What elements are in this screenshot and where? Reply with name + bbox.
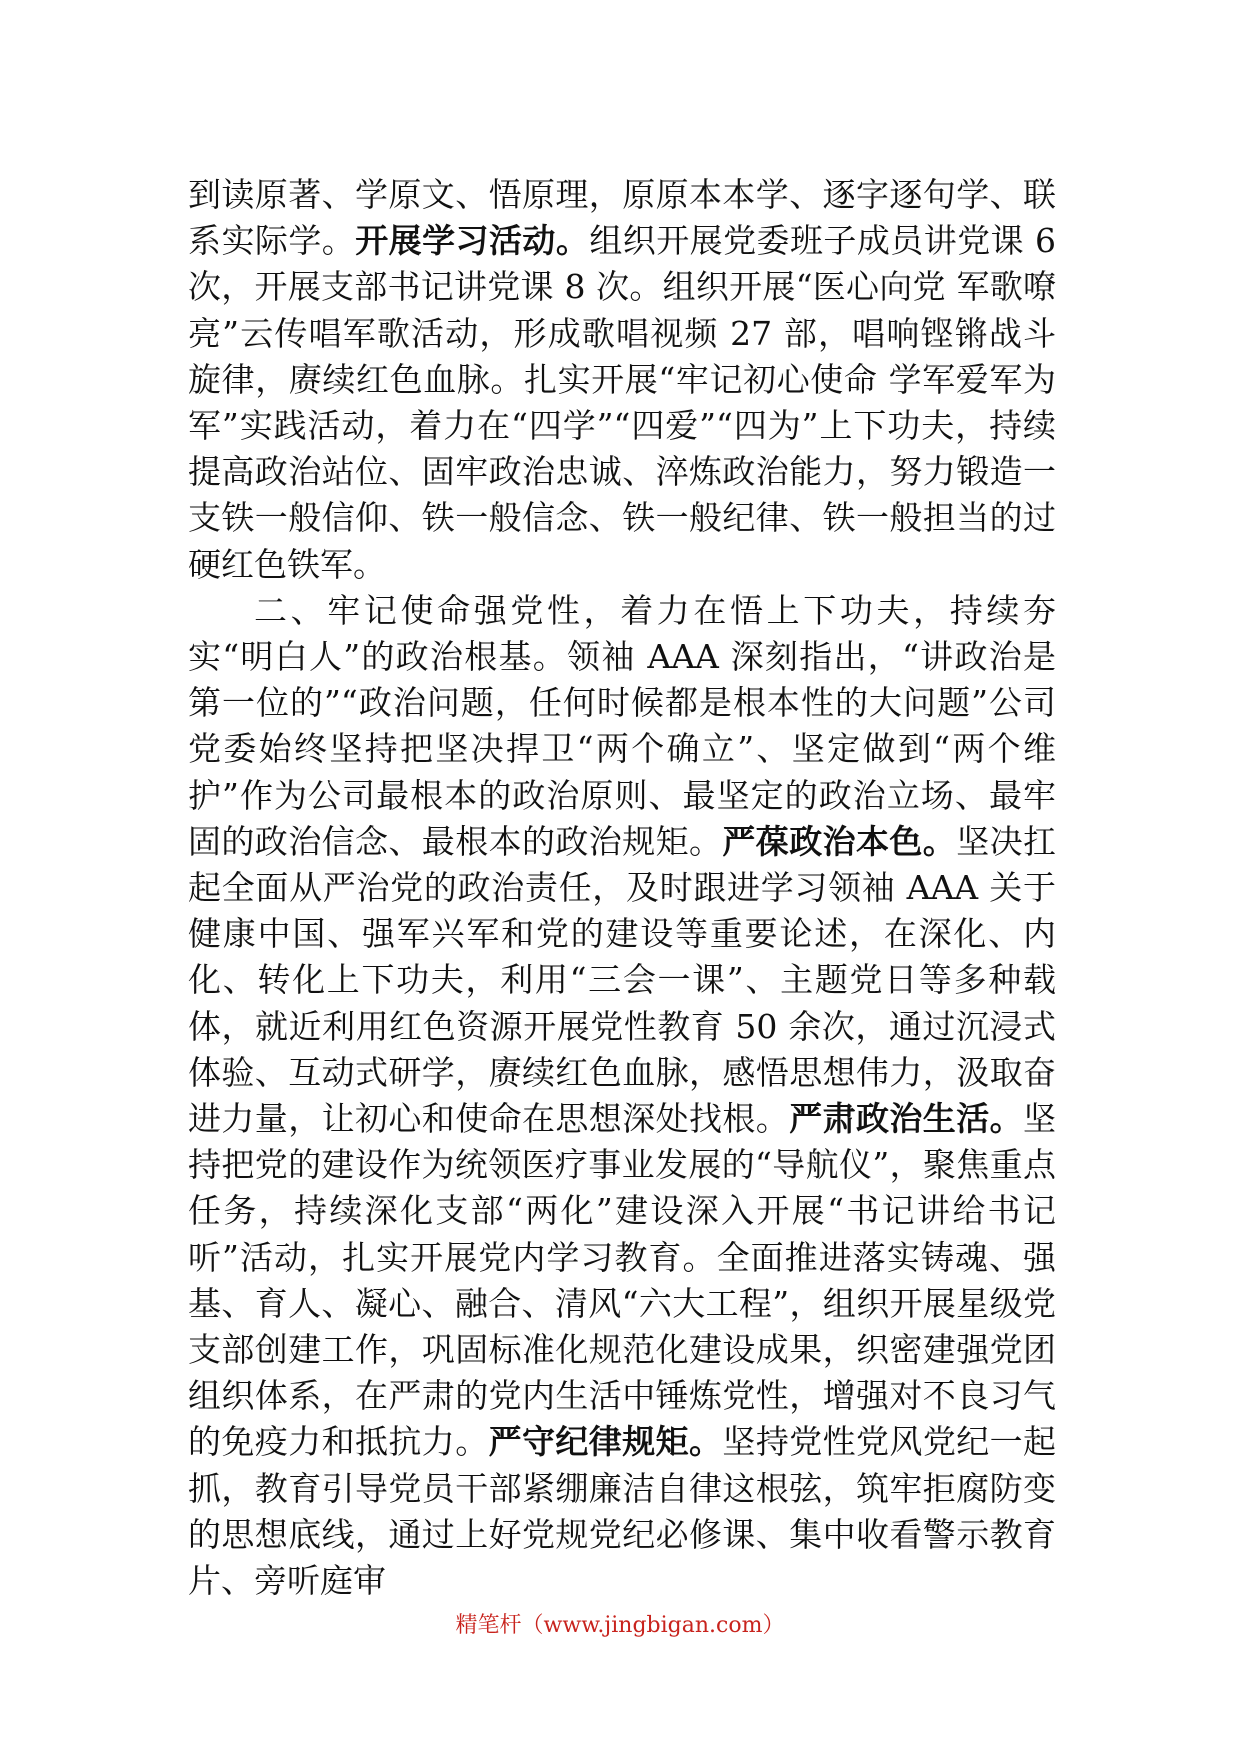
paragraph-1-text-1: 到读原著、学原文、悟原理，原原本本学、逐字逐句学、联系实际学。 bbox=[188, 175, 1056, 261]
paragraph-2-text-1: 二、牢记使命强党性，着力在悟上下功夫，持续夯实“明白人”的政治根基。领袖 AAA 深刻指出，“讲政治是第一位的”“政治问题，任何时候都是根本性的大问题”公司党委始终坚持把坚决捍卫“两个确立”、坚定做到“两个维护”作为公司最根本的政治原则、最坚定的政治立场、最牢固的政治信念、最根本的政治规矩。 bbox=[188, 590, 1056, 861]
paragraph-2-text-4: 坚持党性党风党纪一起抓，教育引导党员干部紧绷廉洁自律这根弦，筑牢拒腐防变的思想底线，通过上好党规党纪必修课、集中收看警示教育片、旁听庭审 bbox=[188, 1422, 1057, 1601]
paragraph-2-text-2: 坚决扛起全面从严治党的政治责任，及时跟进学习领袖 AAA 关于健康中国、强军兴军和党的建设等重要论述，在深化、内化、转化上下功夫，利用“三会一课”、主题党日等多种载体，就近利用红色资源开展党性教育 50 余次，通过沉浸式体验、互动式研学，赓续红色血脉，感悟思想伟力，汲取奋进力量，让初心和使命在思想深处找根。 bbox=[188, 821, 1057, 1139]
footer-watermark: 精笔杆（www.jingbigan.com） bbox=[455, 1613, 785, 1638]
paragraph-2-heading-2: 严肃政治生活。 bbox=[789, 1099, 1024, 1139]
paragraph-1-heading-1: 开展学习活动。 bbox=[355, 221, 590, 261]
paragraph-1 bbox=[188, 172, 1056, 588]
paragraph-2-heading-1: 严葆政治本色。 bbox=[722, 821, 957, 861]
paragraph-1-text-2: 组织开展党委班子成员讲党课 6 次，开展支部书记讲党课 8 次。组织开展“医心向党 军歌嘹亮”云传唱军歌活动，形成歌唱视频 27 部，唱响铿锵战斗旋律，赓续红色血脉。扎实开展“牢记初心使命 学军爱军为军”实践活动，着力在“四学”“四爱”“四为”上下功夫，持续提高政治站位、固牢政治忠诚、淬炼政治能力，努力锻造一支铁一般信仰、铁一般信念、铁一般纪律、铁一般担当的过硬红色铁军。 bbox=[188, 221, 1057, 584]
paragraph-2-text-3: 坚持把党的建设作为统领医疗事业发展的“导航仪”，聚焦重点任务，持续深化支部“两化”建设深入开展“书记讲给书记听”活动，扎实开展党内学习教育。全面推进落实铸魂、强基、育人、凝心、融合、清风“六大工程”，组织开展星级党支部创建工作，巩固标准化规范化建设成果，织密建强党团组织体系，在严肃的党内生活中锤炼党性，增强对不良习气的免疫力和抵抗力。 bbox=[188, 1099, 1057, 1462]
paragraph-2-heading-3: 严守纪律规矩。 bbox=[488, 1422, 723, 1462]
document-body bbox=[188, 172, 1056, 1604]
paragraph-2 bbox=[188, 588, 1056, 1604]
